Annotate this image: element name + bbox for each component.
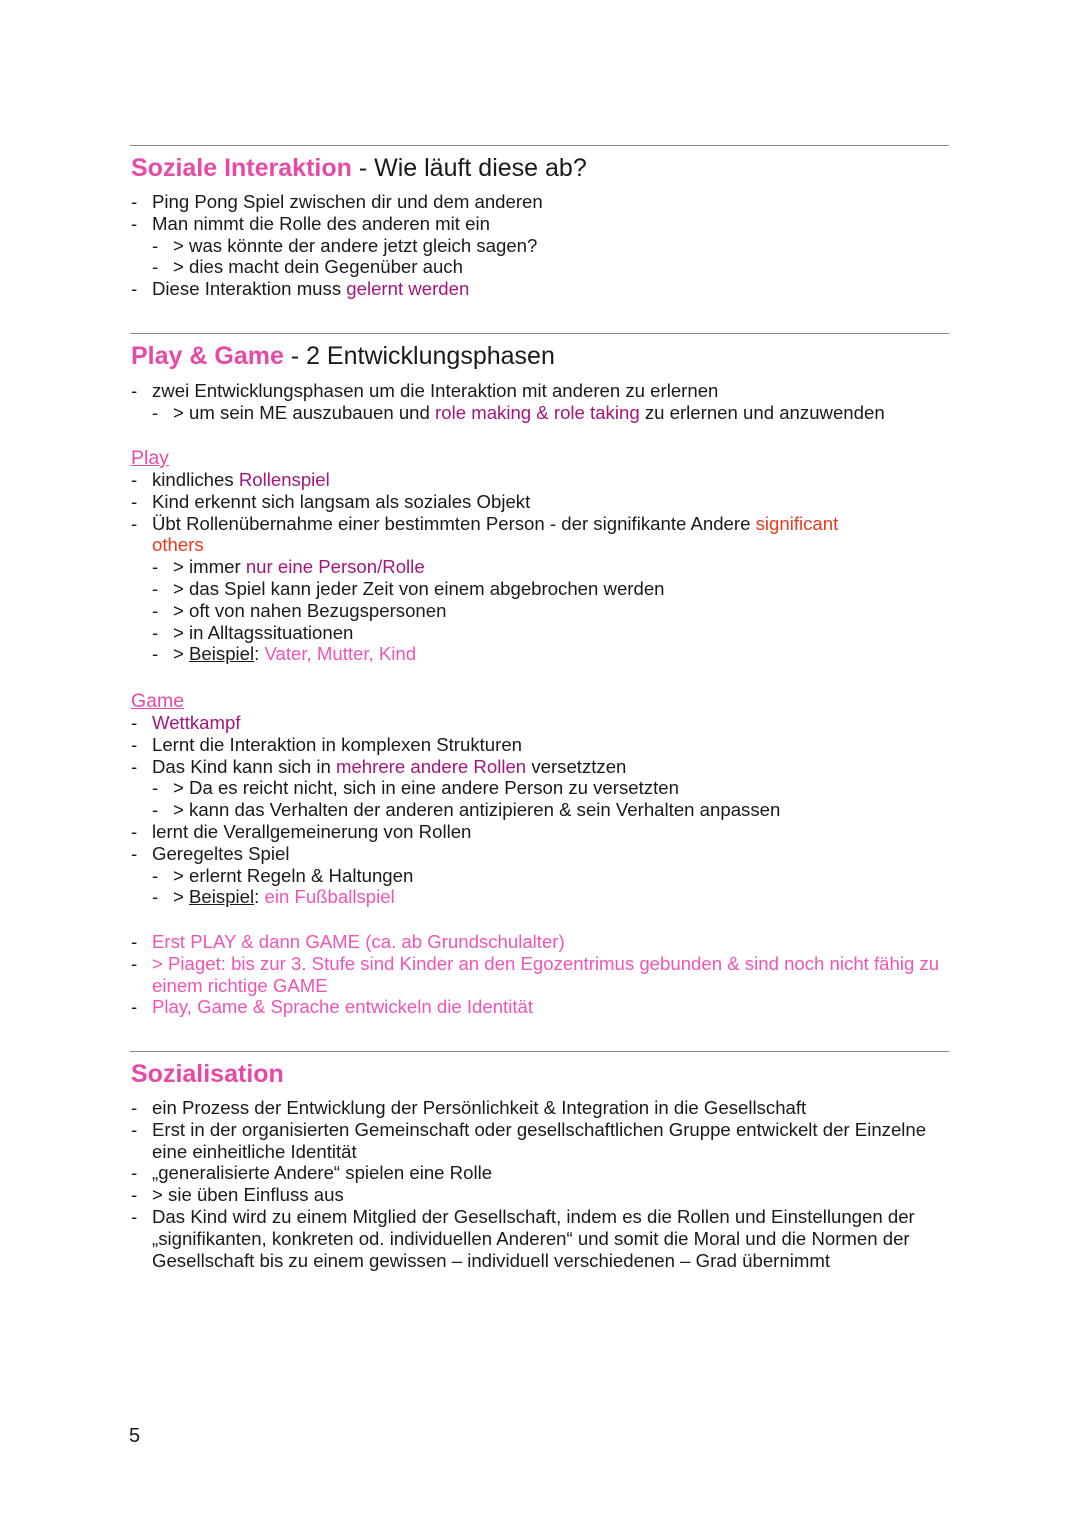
interaktion-list xyxy=(131,191,951,300)
section-divider xyxy=(130,1051,949,1052)
list-item: - „generalisierte Andere“ spielen eine Rolle xyxy=(131,1162,493,1184)
playgame-summary-list xyxy=(131,931,951,1018)
list-subitem: - > was könnte der andere jetzt gleich sagen? xyxy=(152,234,538,256)
list-item: - ein Prozess der Entwicklung der Persönlichkeit & Integration in die Gesellschaft xyxy=(131,1097,807,1118)
list-subitem: - > dies macht dein Gegenüber auch xyxy=(152,256,463,278)
game-subsection xyxy=(131,690,951,908)
section-heading-sozialisation: Sozialisation xyxy=(131,1060,284,1088)
list-subitem: - > Beispiel: Vater, Mutter, Kind xyxy=(152,643,417,665)
play-subsection xyxy=(131,447,951,665)
list-item: - Kind erkennt sich langsam als soziales Objekt xyxy=(131,490,531,512)
list-item: - Geregeltes Spiel xyxy=(131,842,290,864)
subsection-label-play: Play xyxy=(131,447,169,469)
playgame-intro-list xyxy=(131,380,951,424)
section-divider xyxy=(130,333,949,334)
list-item: - Diese Interaktion muss gelernt werden xyxy=(131,278,470,300)
sozialisation-list xyxy=(131,1097,943,1271)
list-item: - > sie üben Einfluss aus xyxy=(131,1184,344,1206)
list-item: - zwei Entwicklungsphasen um die Interaktion mit anderen zu erlernen xyxy=(131,380,719,401)
list-subitem: - > Beispiel: ein Fußballspiel xyxy=(152,886,395,908)
page-number: 5 xyxy=(129,1425,141,1447)
subsection-label-game: Game xyxy=(131,690,185,712)
list-item: - Lernt die Interaktion in komplexen Strukturen xyxy=(131,733,523,755)
list-subitem: - > in Alltagssituationen xyxy=(152,621,354,643)
list-item: - Ping Pong Spiel zwischen dir und dem anderen xyxy=(131,191,543,212)
list-item: - > Piaget: bis zur 3. Stufe sind Kinder an den Egozentrimus gebunden & sind noch nicht fähig zu einem richtige GAME xyxy=(131,952,940,996)
list-subitem: - > erlernt Regeln & Haltungen xyxy=(152,864,414,886)
list-item: - Man nimmt die Rolle des anderen mit ein xyxy=(131,212,490,234)
list-item: - Erst in der organisierten Gemeinschaft oder gesellschaftlichen Gruppe entwickelt der Einzelne eine einheitliche Identität xyxy=(131,1118,927,1162)
list-subitem: - > das Spiel kann jeder Zeit von einem abgebrochen werden xyxy=(152,577,665,599)
list-item: - Play, Game & Sprache entwickeln die Identität xyxy=(131,996,534,1018)
list-subitem: - > immer nur eine Person/Rolle xyxy=(152,556,425,578)
section-divider xyxy=(130,145,949,146)
list-item: - Erst PLAY & dann GAME (ca. ab Grundschulalter) xyxy=(131,931,565,952)
list-item: - kindliches Rollenspiel xyxy=(131,469,330,490)
list-item: - lernt die Verallgemeinerung von Rollen xyxy=(131,820,472,842)
list-subitem: - > kann das Verhalten der anderen antizipieren & sein Verhalten anpassen xyxy=(152,799,781,821)
list-item: - Wettkampf xyxy=(131,712,241,733)
list-item: - Das Kind kann sich in mehrere andere Rollen versetztzen xyxy=(131,755,627,777)
list-item: - Übt Rollenübernahme einer bestimmten Person - der signifikante Andere significant others xyxy=(131,512,839,556)
section-heading-interaktion: Soziale Interaktion - Wie läuft diese ab? xyxy=(131,154,587,182)
list-item: - Das Kind wird zu einem Mitglied der Gesellschaft, indem es die Rollen und Einstellungen der „signifikanten, konkreten od. individuellen Anderen“ und somit die Moral und die Normen der Gesellschaft bis zu einem gewissen – individuell verschiedenen – Grad übernimmt xyxy=(131,1205,915,1271)
list-subitem: - > oft von nahen Bezugspersonen xyxy=(152,599,447,621)
list-subitem: - > Da es reicht nicht, sich in eine andere Person zu versetzten xyxy=(152,777,679,799)
section-heading-playgame: Play & Game - 2 Entwicklungsphasen xyxy=(131,342,555,370)
list-subitem: - > um sein ME auszubauen und role making & role taking zu erlernen und anzuwenden xyxy=(152,401,885,423)
